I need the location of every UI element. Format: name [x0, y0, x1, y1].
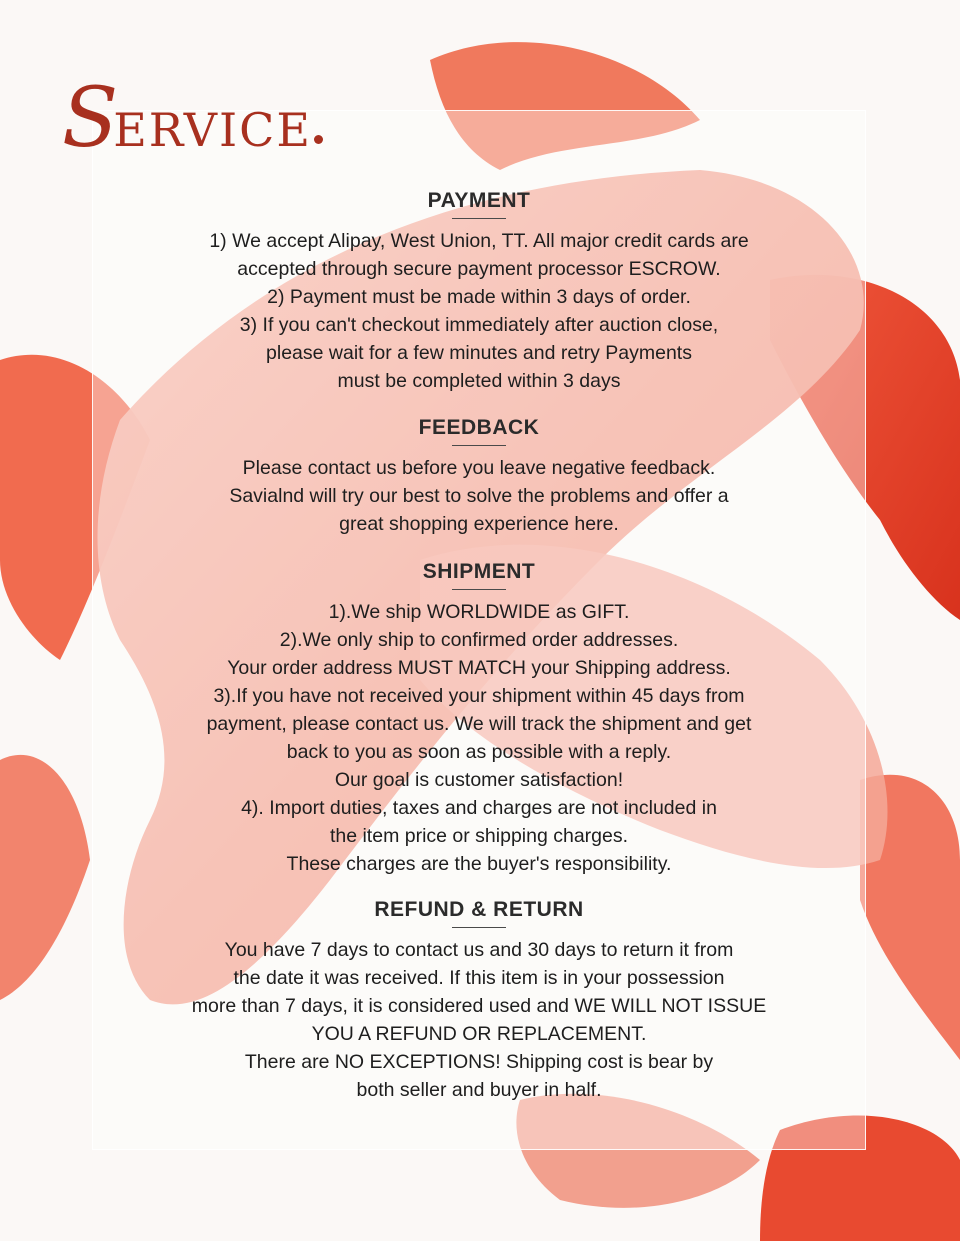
section-heading: FEEDBACK — [418, 416, 540, 439]
section-body: 1).We ship WORLDWIDE as GIFT. 2).We only ship to confirmed order addresses. Your order address MUST MATCH your Shipping address. 3).If you have not received your shipment within 45 days from payment, please contact us. We will track the shipment and get back to you as soon as possible with a reply. Our goal is customer satisfaction! 4). Import duties, taxes and charges are not included in the item price or shipping charges. These charges are the buyer's responsibility. — [206, 601, 752, 875]
section-heading: PAYMENT — [427, 189, 531, 212]
section-shipment — [92, 559, 866, 878]
title-dot-icon — [314, 135, 323, 144]
section-feedback — [92, 415, 866, 538]
section-payment — [92, 188, 866, 395]
title-first-letter: S — [62, 71, 118, 166]
section-refund-return — [92, 897, 866, 1104]
section-body: 1) We accept Alipay, West Union, TT. All major credit cards are accepted through secure payment processor ESCROW. 2) Payment must be made within 3 days of order. 3) If you can't checkout immediately after auction close, please wait for a few minutes and retry Payments must be completed within 3 days — [209, 230, 749, 392]
heading-underline — [452, 589, 506, 590]
heading-underline — [452, 445, 506, 446]
section-body: Please contact us before you leave negative feedback. Savialnd will try our best to solve the problems and offer a great shopping experience here. — [229, 457, 729, 535]
section-heading: SHIPMENT — [422, 560, 536, 583]
section-body: You have 7 days to contact us and 30 days to return it from the date it was received. If this item is in your possession more than 7 days, it is considered used and WE WILL NOT ISSUE YOU A REFUND OR REPLACEMENT. There are NO EXCEPTIONS! Shipping cost is bear by both seller and buyer in half. — [191, 939, 767, 1101]
heading-underline — [452, 927, 506, 928]
section-heading: REFUND & RETURN — [374, 898, 584, 921]
heading-underline — [452, 218, 506, 219]
service-title — [62, 71, 323, 166]
title-rest: ERVICE — [113, 103, 312, 157]
